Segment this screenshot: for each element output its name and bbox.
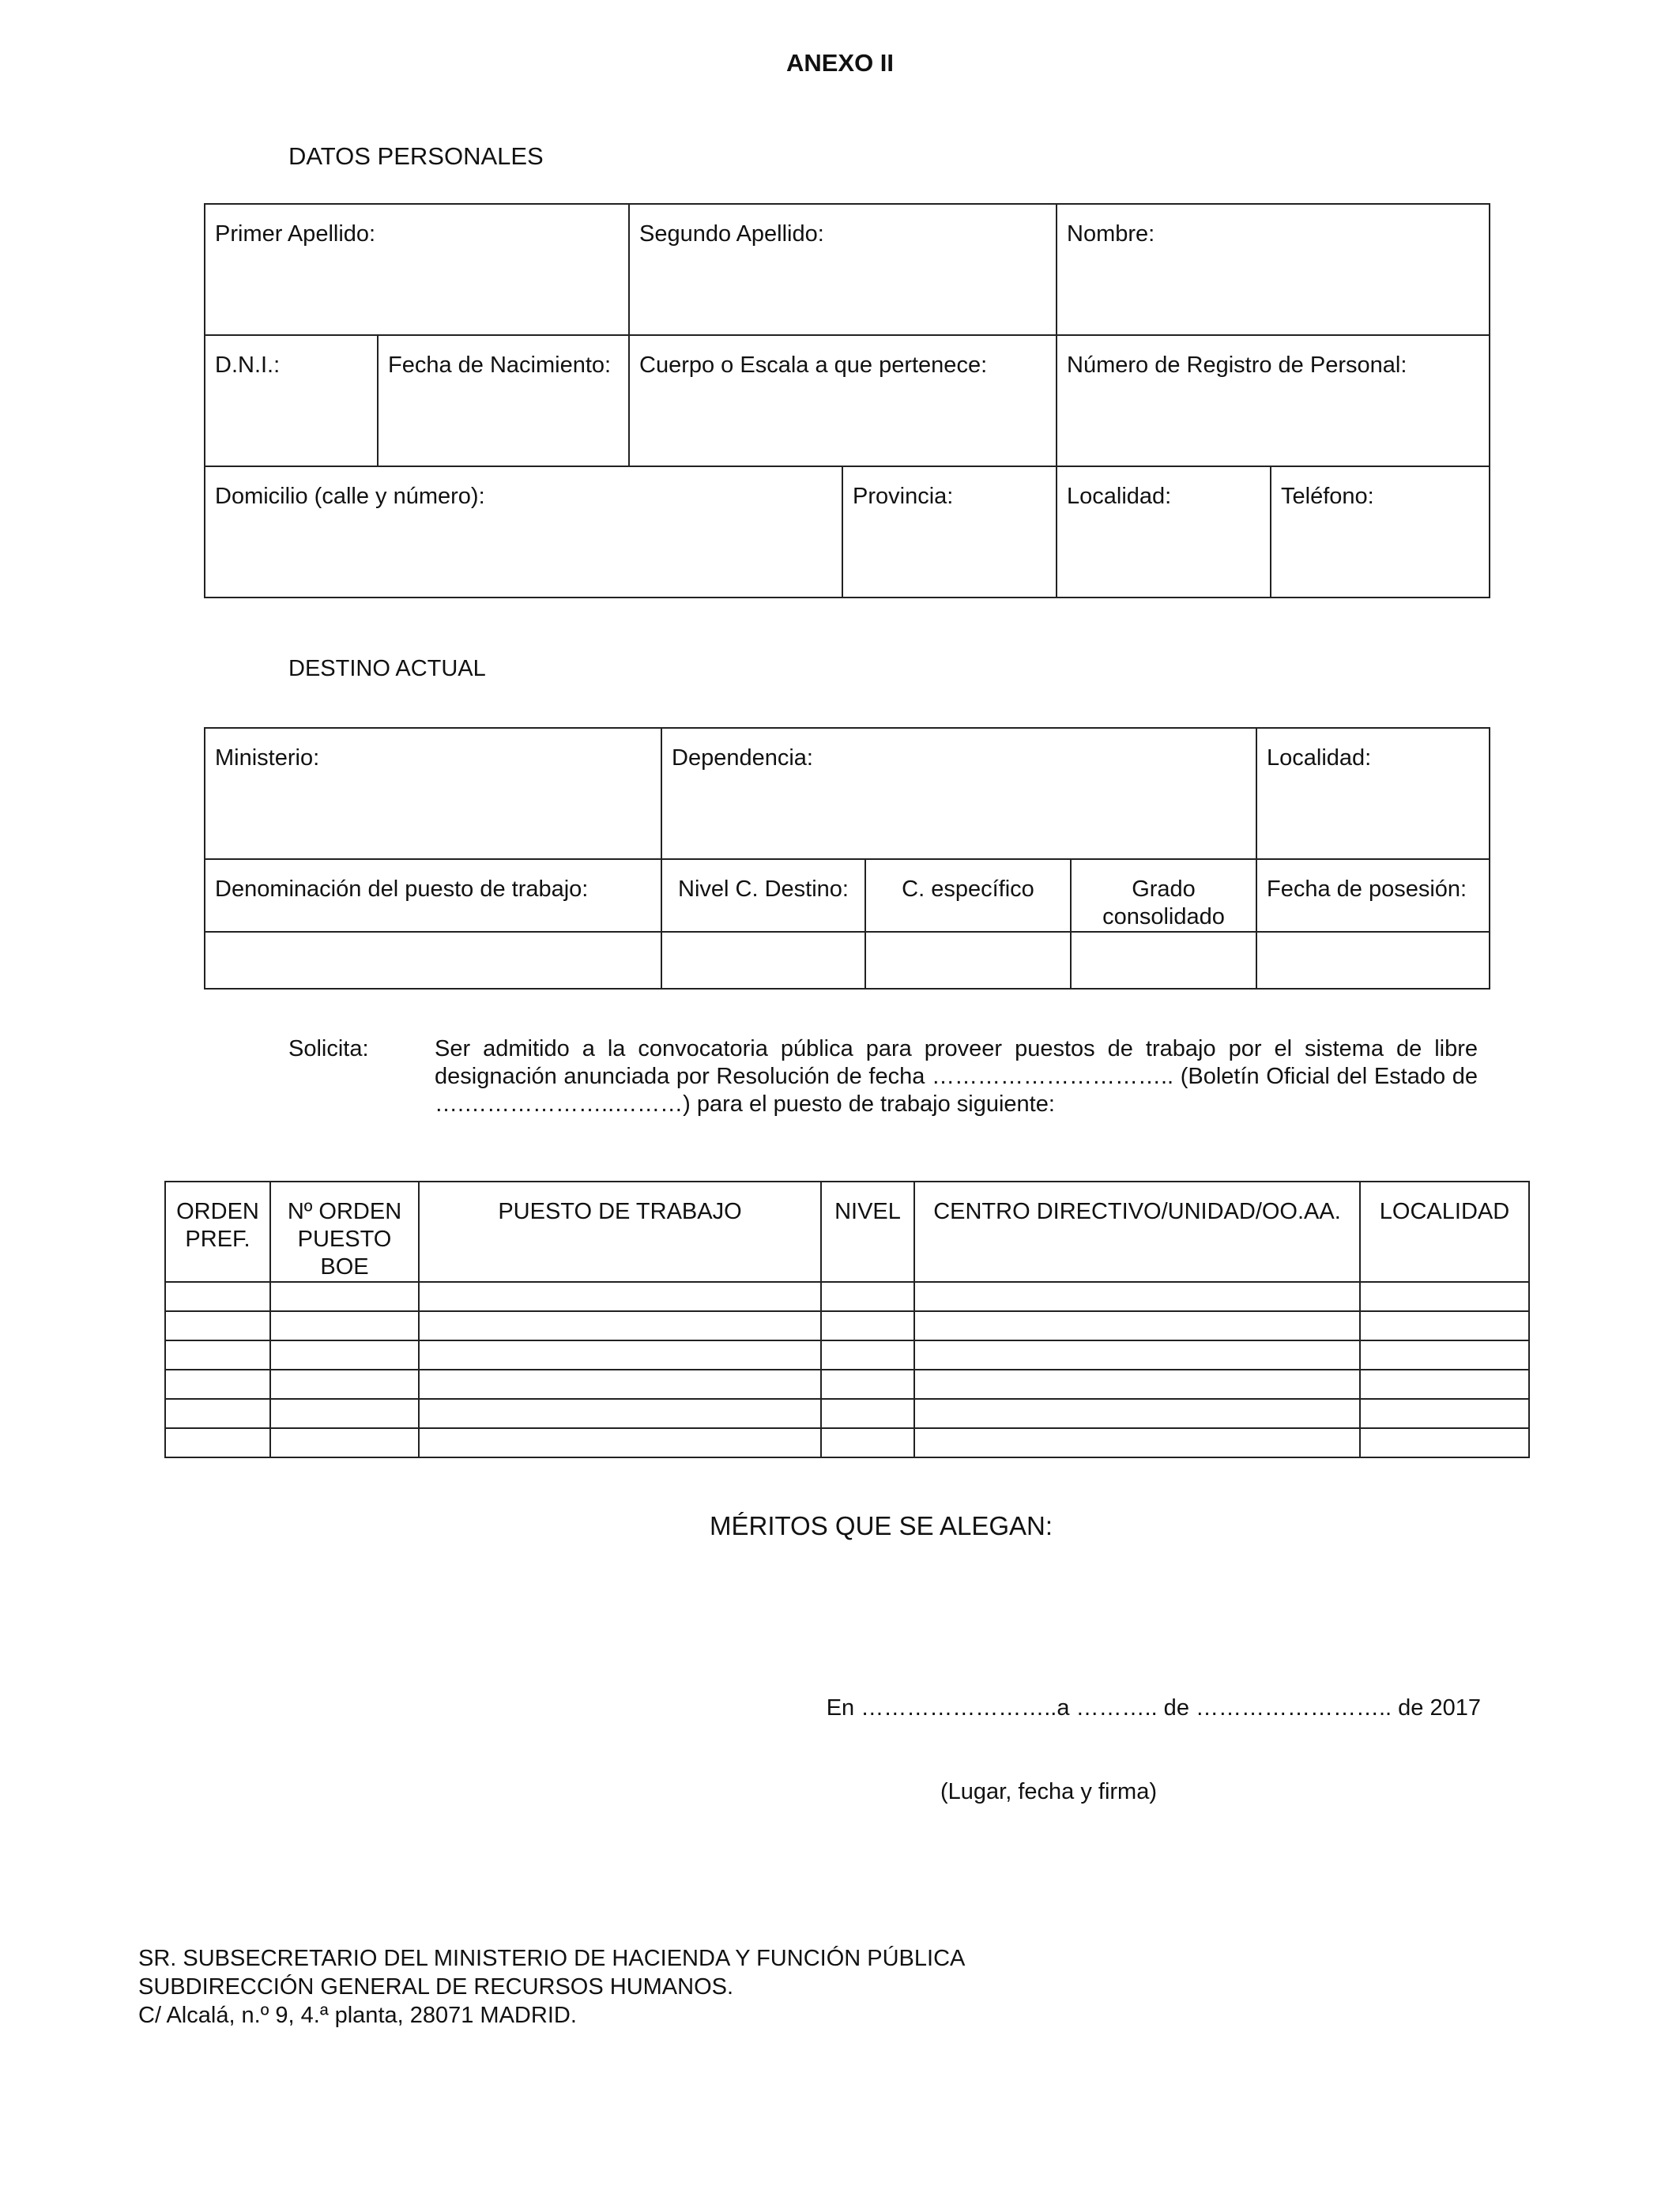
puestos-header-row xyxy=(165,1182,1529,1282)
table-cell[interactable] xyxy=(270,1340,419,1370)
table-cell[interactable] xyxy=(914,1282,1360,1311)
c-especifico-label: C. específico xyxy=(865,859,1071,932)
destino-actual-heading: DESTINO ACTUAL xyxy=(288,656,486,681)
primer-apellido-field[interactable]: Primer Apellido: xyxy=(205,204,629,335)
table-cell[interactable] xyxy=(914,1399,1360,1428)
orden-pref-header: ORDEN PREF. xyxy=(165,1182,270,1282)
table-cell[interactable] xyxy=(165,1370,270,1399)
destino-actual-table xyxy=(204,727,1490,990)
grado-consolidado-label: Grado consolidado xyxy=(1071,859,1256,932)
puestos-table xyxy=(164,1181,1530,1458)
c-especifico-input[interactable] xyxy=(865,932,1071,989)
destinatario-line-3: C/ Alcalá, n.º 9, 4.ª planta, 28071 MADRID. xyxy=(138,2003,577,2028)
localidad-header: LOCALIDAD xyxy=(1360,1182,1529,1282)
table-cell[interactable] xyxy=(165,1340,270,1370)
table-cell[interactable] xyxy=(914,1311,1360,1340)
telefono-field[interactable]: Teléfono: xyxy=(1271,466,1490,598)
domicilio-field[interactable]: Domicilio (calle y número): xyxy=(205,466,842,598)
ministerio-field[interactable]: Ministerio: xyxy=(205,728,661,859)
nivel-destino-input[interactable] xyxy=(661,932,865,989)
table-cell[interactable] xyxy=(914,1340,1360,1370)
table-cell[interactable] xyxy=(419,1340,821,1370)
table-cell[interactable] xyxy=(165,1428,270,1457)
table-cell[interactable] xyxy=(914,1370,1360,1399)
table-cell[interactable] xyxy=(821,1428,914,1457)
firma-label: (Lugar, fecha y firma) xyxy=(940,1779,1157,1804)
table-row xyxy=(165,1340,1529,1370)
solicita-text: Ser admitido a la convocatoria pública para proveer puestos de trabajo por el sistema de libre designación anunciada por Resolución de fecha ………………………….. (Boletín Oficial del Estado de ….………………..………) para el puesto de trabajo siguiente: xyxy=(435,1036,1478,1117)
datos-personales-table xyxy=(204,203,1490,598)
table-cell[interactable] xyxy=(165,1282,270,1311)
table-cell[interactable] xyxy=(270,1370,419,1399)
denominacion-puesto-label: Denominación del puesto de trabajo: xyxy=(205,859,661,932)
dependencia-field[interactable]: Dependencia: xyxy=(661,728,1256,859)
table-row xyxy=(165,1370,1529,1399)
destinatario-line-1: SR. SUBSECRETARIO DEL MINISTERIO DE HACIENDA Y FUNCIÓN PÚBLICA xyxy=(138,1946,966,1971)
destino-localidad-field[interactable]: Localidad: xyxy=(1256,728,1490,859)
solicita-label: Solicita: xyxy=(288,1036,369,1061)
datos-personales-heading: DATOS PERSONALES xyxy=(288,142,544,170)
fecha-linea: En ……………………..a ……….. de …………………….. de 2017 xyxy=(826,1695,1481,1721)
provincia-field[interactable]: Provincia: xyxy=(842,466,1057,598)
fecha-posesion-input[interactable] xyxy=(1256,932,1490,989)
table-cell[interactable] xyxy=(165,1311,270,1340)
table-cell[interactable] xyxy=(1360,1340,1529,1370)
nivel-destino-label: Nivel C. Destino: xyxy=(661,859,865,932)
table-cell[interactable] xyxy=(270,1428,419,1457)
page-title: ANEXO II xyxy=(785,49,895,77)
grado-consolidado-input[interactable] xyxy=(1071,932,1256,989)
table-cell[interactable] xyxy=(419,1311,821,1340)
cuerpo-escala-field[interactable]: Cuerpo o Escala a que pertenece: xyxy=(629,335,1057,466)
table-row xyxy=(165,1282,1529,1311)
nombre-field[interactable]: Nombre: xyxy=(1057,204,1490,335)
table-cell[interactable] xyxy=(1360,1428,1529,1457)
table-cell[interactable] xyxy=(419,1282,821,1311)
numero-registro-field[interactable]: Número de Registro de Personal: xyxy=(1057,335,1490,466)
denominacion-puesto-input[interactable] xyxy=(205,932,661,989)
table-cell[interactable] xyxy=(270,1282,419,1311)
nivel-header: NIVEL xyxy=(821,1182,914,1282)
table-cell[interactable] xyxy=(1360,1370,1529,1399)
fecha-nacimiento-field[interactable]: Fecha de Nacimiento: xyxy=(378,335,629,466)
table-cell[interactable] xyxy=(270,1311,419,1340)
table-cell[interactable] xyxy=(419,1428,821,1457)
table-row xyxy=(165,1428,1529,1457)
puesto-trabajo-header: PUESTO DE TRABAJO xyxy=(419,1182,821,1282)
table-row xyxy=(165,1399,1529,1428)
meritos-heading: MÉRITOS QUE SE ALEGAN: xyxy=(710,1511,1053,1540)
segundo-apellido-field[interactable]: Segundo Apellido: xyxy=(629,204,1057,335)
table-cell[interactable] xyxy=(165,1399,270,1428)
table-cell[interactable] xyxy=(1360,1282,1529,1311)
table-cell[interactable] xyxy=(821,1399,914,1428)
centro-directivo-header: CENTRO DIRECTIVO/UNIDAD/OO.AA. xyxy=(914,1182,1360,1282)
localidad-field[interactable]: Localidad: xyxy=(1057,466,1271,598)
destinatario-block xyxy=(138,1944,965,2030)
table-cell[interactable] xyxy=(914,1428,1360,1457)
table-cell[interactable] xyxy=(1360,1311,1529,1340)
table-cell[interactable] xyxy=(419,1399,821,1428)
n-orden-puesto-boe-header: Nº ORDEN PUESTO BOE xyxy=(270,1182,419,1282)
table-cell[interactable] xyxy=(821,1340,914,1370)
table-cell[interactable] xyxy=(821,1311,914,1340)
table-row xyxy=(165,1311,1529,1340)
fecha-posesion-label: Fecha de posesión: xyxy=(1256,859,1490,932)
table-cell[interactable] xyxy=(821,1282,914,1311)
table-cell[interactable] xyxy=(419,1370,821,1399)
table-cell[interactable] xyxy=(270,1399,419,1428)
dni-field[interactable]: D.N.I.: xyxy=(205,335,378,466)
table-cell[interactable] xyxy=(821,1370,914,1399)
destinatario-line-2: SUBDIRECCIÓN GENERAL DE RECURSOS HUMANOS. xyxy=(138,1974,734,2000)
table-cell[interactable] xyxy=(1360,1399,1529,1428)
